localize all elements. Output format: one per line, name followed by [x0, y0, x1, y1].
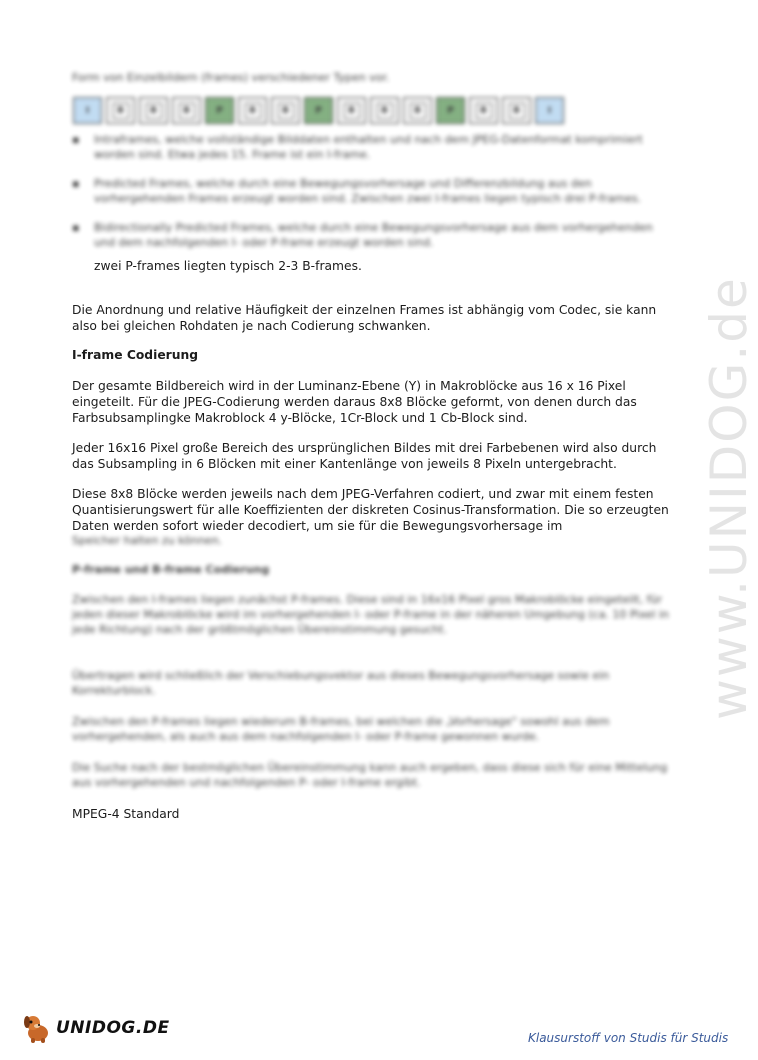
paragraph: Die Suche nach der bestmöglichen Übereinstimmung kann auch ergeben, dass diese sich für eine Mittelung aus vorhergehenden und nachfolgenden P- oder I-frame ergibt. — [72, 761, 668, 789]
frame-b-box — [238, 97, 267, 124]
dog-icon — [22, 1012, 52, 1044]
frame-b-box — [337, 97, 366, 124]
frame-i-box — [535, 97, 564, 124]
frame-label: P — [216, 105, 223, 116]
frame-label: B — [410, 103, 426, 119]
frame-b-box — [502, 97, 531, 124]
frame-p-box — [436, 97, 465, 124]
paragraph: Diese 8x8 Blöcke werden jeweils nach dem JPEG-Verfahren codiert, und zwar mit einem festen Quantisierungswert für alle Koeffizienten der diskreten Cosinus-Transformation. Die so erzeugten Daten werden sofort wieder decodiert, um sie für die Bewegungsvorhersage im — [72, 487, 669, 533]
paragraph: Übertragen wird schließlich der Verschiebungsvektor aus dieses Bewegungsvorhersage sowie ein Korrekturblock. — [72, 669, 610, 697]
frame-label: B — [245, 103, 261, 119]
frame-label: B — [146, 103, 162, 119]
frame-label: P — [447, 105, 454, 116]
list-item: ▪ Predicted Frames, welche durch eine Bewegungsvorhersage und Differenzbildung aus den vorhergehenden Frames erzeugt worden sind. Zwischen zwei I-frames liegen typisch drei P-frames. — [72, 176, 672, 206]
frame-i-box — [73, 97, 102, 124]
paragraph: Jeder 16x16 Pixel große Bereich des ursprünglichen Bildes mit drei Farbebenen wird also durch das Subsampling in 6 Blöcken mit einer Kantenlänge von jeweils 8 Pixeln untergebracht. — [72, 441, 657, 471]
frame-label: B — [344, 103, 360, 119]
frame-p-box — [205, 97, 234, 124]
frame-label: P — [315, 105, 322, 116]
frame-b-box — [469, 97, 498, 124]
frame-sequence-diagram — [73, 97, 564, 124]
section-title: MPEG-4 Standard — [72, 807, 180, 821]
footer-tagline: Klausurstoff von Studis für Studis — [528, 1031, 729, 1045]
paragraph: Der gesamte Bildbereich wird in der Luminanz-Ebene (Y) in Makroblöcke aus 16 x 16 Pixel eingeteilt. Für die JPEG-Codierung werden daraus 8x8 Blöcke geformt, von denen durch das Farbsubsamplingke Makroblock 4 y-Blöcke, 1Cr-Block und 1 Cb-Block sind. — [72, 379, 637, 425]
frame-b-box — [139, 97, 168, 124]
intro-text: Form von Einzelbildern (frames) verschiedener Typen vor. — [72, 71, 390, 84]
section-heading: P-frame und B-frame Codierung — [72, 563, 270, 576]
frame-label: B — [113, 103, 129, 119]
list-item: ▪ Intraframes, welche vollständige Bilddaten enthalten und nach dem JPEG-Datenformat komprimiert worden sind. Etwa jedes 15. Frame ist ein I-frame. — [72, 132, 672, 162]
paragraph-tail: Speicher halten zu können. — [72, 534, 223, 547]
frame-b-box — [106, 97, 135, 124]
frame-label: I — [547, 105, 552, 116]
frame-b-box — [403, 97, 432, 124]
bullet-tail-text: zwei P-frames liegten typisch 2-3 B-frames. — [94, 259, 362, 273]
paragraph: Zwischen den P-frames liegen wiederum B-frames, bei welchen die „Vorhersage" sowohl aus dem vorhergehenden, als auch aus dem nachfolgenden I- oder P-frame gewonnen wurde. — [72, 715, 610, 743]
unidog-logo[interactable] — [22, 1012, 170, 1044]
watermark-text: www.UNIDOG.de — [700, 276, 758, 720]
section-heading: I-frame Codierung — [72, 348, 199, 362]
frame-label: B — [377, 103, 393, 119]
frame-b-box — [370, 97, 399, 124]
frame-p-box — [304, 97, 333, 124]
frame-label: B — [509, 103, 525, 119]
frame-label: B — [476, 103, 492, 119]
frame-b-box — [172, 97, 201, 124]
paragraph: Die Anordnung und relative Häufigkeit der einzelnen Frames ist abhängig vom Codec, sie kann also bei gleichen Rohdaten je nach Codierung schwanken. — [72, 303, 657, 333]
paragraph: Zwischen den I-frames liegen zunächst P-frames. Diese sind in 16x16 Pixel gros Makroblöcke eingeteilt, für jeden dieser Makroblöcke wird im vorhergehenden I- oder P-frame in der näheren Umgebung (ca. 10 Pixel in jede Richtung) nach der größtmöglichen Übereinstimmung gesucht. — [72, 593, 669, 636]
list-item: ▪ Bidirectionally Predicted Frames, welche durch eine Bewegungsvorhersage aus dem vorhergehenden und dem nachfolgenden I- oder P-frame erzeugt worden sind. — [72, 220, 672, 250]
frame-types-list — [72, 132, 672, 264]
logo-text: UNIDOG.DE — [56, 1018, 170, 1038]
frame-label: I — [85, 105, 90, 116]
frame-label: B — [179, 103, 195, 119]
frame-b-box — [271, 97, 300, 124]
frame-label: B — [278, 103, 294, 119]
